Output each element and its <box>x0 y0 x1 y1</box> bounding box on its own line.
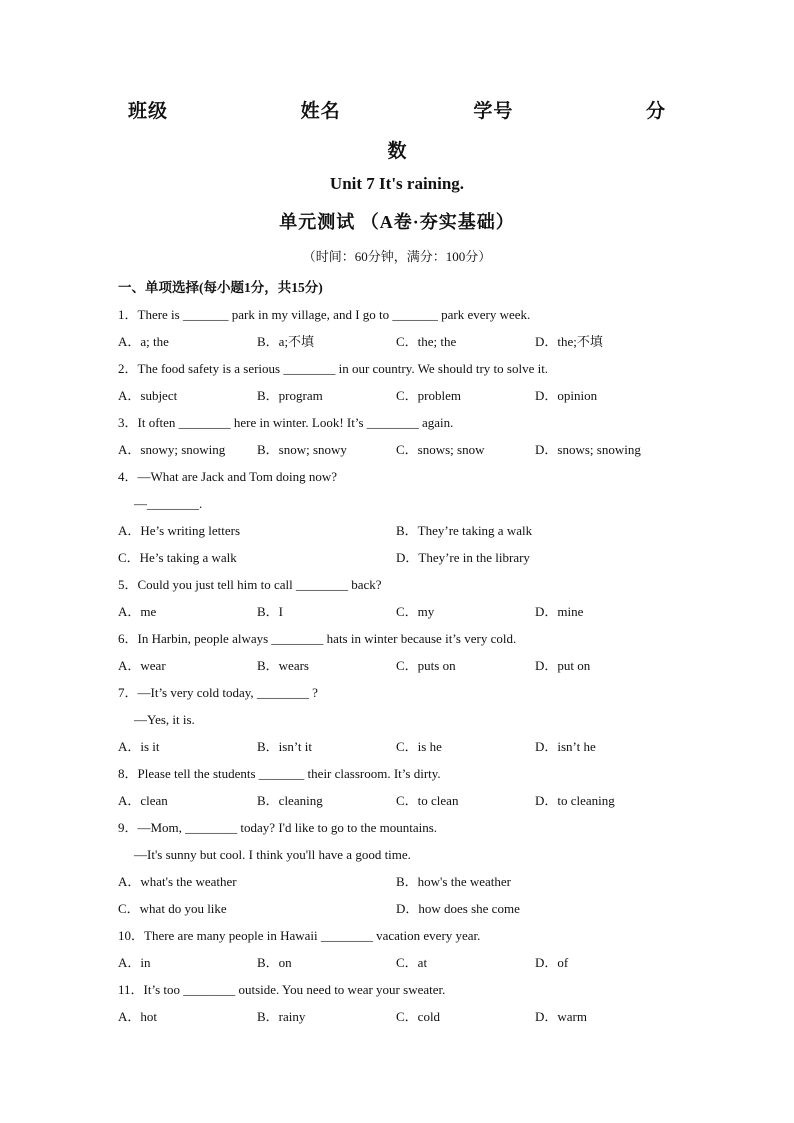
option-d[interactable]: D．They’re in the library <box>396 550 530 565</box>
question-item <box>118 301 684 355</box>
question-text: 11．It’s too ________ outside. You need to wear your sweater. <box>118 982 446 997</box>
options-row <box>118 787 684 814</box>
option-c[interactable]: C．problem <box>396 388 461 403</box>
name-label: 姓名 <box>300 101 341 122</box>
option-d[interactable]: D．to cleaning <box>535 793 615 808</box>
option-c[interactable]: C．cold <box>396 1009 441 1024</box>
option-d[interactable]: D．warm <box>535 1009 587 1024</box>
option-a[interactable]: A．snowy; snowing <box>118 442 226 457</box>
question-text: 7．—It’s very cold today, ________ ? <box>118 685 318 700</box>
option-b[interactable]: B．how's the weather <box>396 874 511 889</box>
unit-title: Unit 7 It's raining. <box>329 174 465 193</box>
option-c[interactable]: C．is he <box>396 739 442 754</box>
options-row <box>118 436 684 463</box>
question-text: 4．—What are Jack and Tom doing now? <box>118 469 338 484</box>
option-d[interactable]: D．opinion <box>535 388 598 403</box>
option-a[interactable]: A．what's the weather <box>118 874 237 889</box>
option-b[interactable]: B．wears <box>257 658 309 673</box>
score-label-continued: 数 <box>387 141 407 162</box>
option-b[interactable]: B．program <box>257 388 323 403</box>
question-item <box>118 679 684 760</box>
question-text: 6．In Harbin, people always ________ hats in winter because it’s very cold. <box>118 631 517 646</box>
option-c[interactable]: C．He’s taking a walk <box>118 550 237 565</box>
question-text: 10．There are many people in Hawaii ________ vacation every year. <box>118 928 481 943</box>
options-row <box>118 328 684 355</box>
options-row <box>118 733 684 760</box>
question-item <box>118 625 684 679</box>
question-reply: —Yes, it is. <box>134 712 195 727</box>
option-a[interactable]: A．hot <box>118 1009 158 1024</box>
question-text: 5．Could you just tell him to call ________ back? <box>118 577 382 592</box>
option-c[interactable]: C．at <box>396 955 428 970</box>
question-list <box>118 274 684 1030</box>
question-item <box>118 814 684 922</box>
option-b[interactable]: B．They’re taking a walk <box>396 523 533 538</box>
option-c[interactable]: C．snows; snow <box>396 442 485 457</box>
option-d[interactable]: D．the;不填 <box>535 334 603 349</box>
option-a[interactable]: A．is it <box>118 739 160 754</box>
option-a[interactable]: A．in <box>118 955 151 970</box>
option-c[interactable]: C．puts on <box>396 658 456 673</box>
option-d[interactable]: D．mine <box>535 604 584 619</box>
student-info-header <box>128 96 666 123</box>
question-text: 3．It often ________ here in winter. Look! It’s ________ again. <box>118 415 454 430</box>
student-id-label: 学号 <box>473 101 514 122</box>
option-b[interactable]: B．cleaning <box>257 793 323 808</box>
score-label: 分 <box>645 101 666 122</box>
question-text: 8．Please tell the students _______ their classroom. It’s dirty. <box>118 766 441 781</box>
option-c[interactable]: C．to clean <box>396 793 459 808</box>
option-b[interactable]: B．rainy <box>257 1009 306 1024</box>
options-row <box>118 652 684 679</box>
question-item <box>118 355 684 409</box>
question-text: 9．—Mom, ________ today? I'd like to go to the mountains. <box>118 820 438 835</box>
question-reply: —It's sunny but cool. I think you'll have a good time. <box>134 847 411 862</box>
question-text: 2．The food safety is a serious ________ in our country. We should try to solve it. <box>118 361 549 376</box>
option-d[interactable]: D．snows; snowing <box>535 442 641 457</box>
question-reply: —________. <box>134 496 203 511</box>
option-a[interactable]: A．me <box>118 604 157 619</box>
question-item <box>118 409 684 463</box>
test-title: 单元测试 （A卷·夯实基础） <box>279 212 515 232</box>
options-row <box>118 1003 684 1030</box>
option-a[interactable]: A．subject <box>118 388 178 403</box>
option-c[interactable]: C．what do you like <box>118 901 227 916</box>
options-row <box>118 598 684 625</box>
option-d[interactable]: D．put on <box>535 658 591 673</box>
option-a[interactable]: A．a; the <box>118 334 169 349</box>
option-b[interactable]: B．isn’t it <box>257 739 313 754</box>
option-d[interactable]: D．how does she come <box>396 901 520 916</box>
options-row <box>118 382 684 409</box>
option-c[interactable]: C．my <box>396 604 435 619</box>
options-row <box>118 949 684 976</box>
question-item <box>118 922 684 976</box>
section-title: 一、单项选择(每小题1分，共15分) <box>118 280 323 295</box>
question-item <box>118 760 684 814</box>
option-a[interactable]: A．clean <box>118 793 168 808</box>
option-a[interactable]: A．wear <box>118 658 166 673</box>
option-d[interactable]: D．isn’t he <box>535 739 596 754</box>
options-row <box>118 517 684 571</box>
option-d[interactable]: D．of <box>535 955 569 970</box>
option-c[interactable]: C．the; the <box>396 334 457 349</box>
option-b[interactable]: B．snow; snowy <box>257 442 347 457</box>
question-item <box>118 976 684 1030</box>
question-item <box>118 463 684 571</box>
option-b[interactable]: B．I <box>257 604 284 619</box>
question-item <box>118 571 684 625</box>
time-score-info: （时间：60分钟，满分：100分） <box>302 249 492 264</box>
option-b[interactable]: B．on <box>257 955 292 970</box>
question-text: 1．There is _______ park in my village, and I go to _______ park every week. <box>118 307 531 322</box>
option-a[interactable]: A．He’s writing letters <box>118 523 241 538</box>
option-b[interactable]: B．a;不填 <box>257 334 315 349</box>
class-label: 班级 <box>128 101 169 122</box>
options-row <box>118 868 684 922</box>
